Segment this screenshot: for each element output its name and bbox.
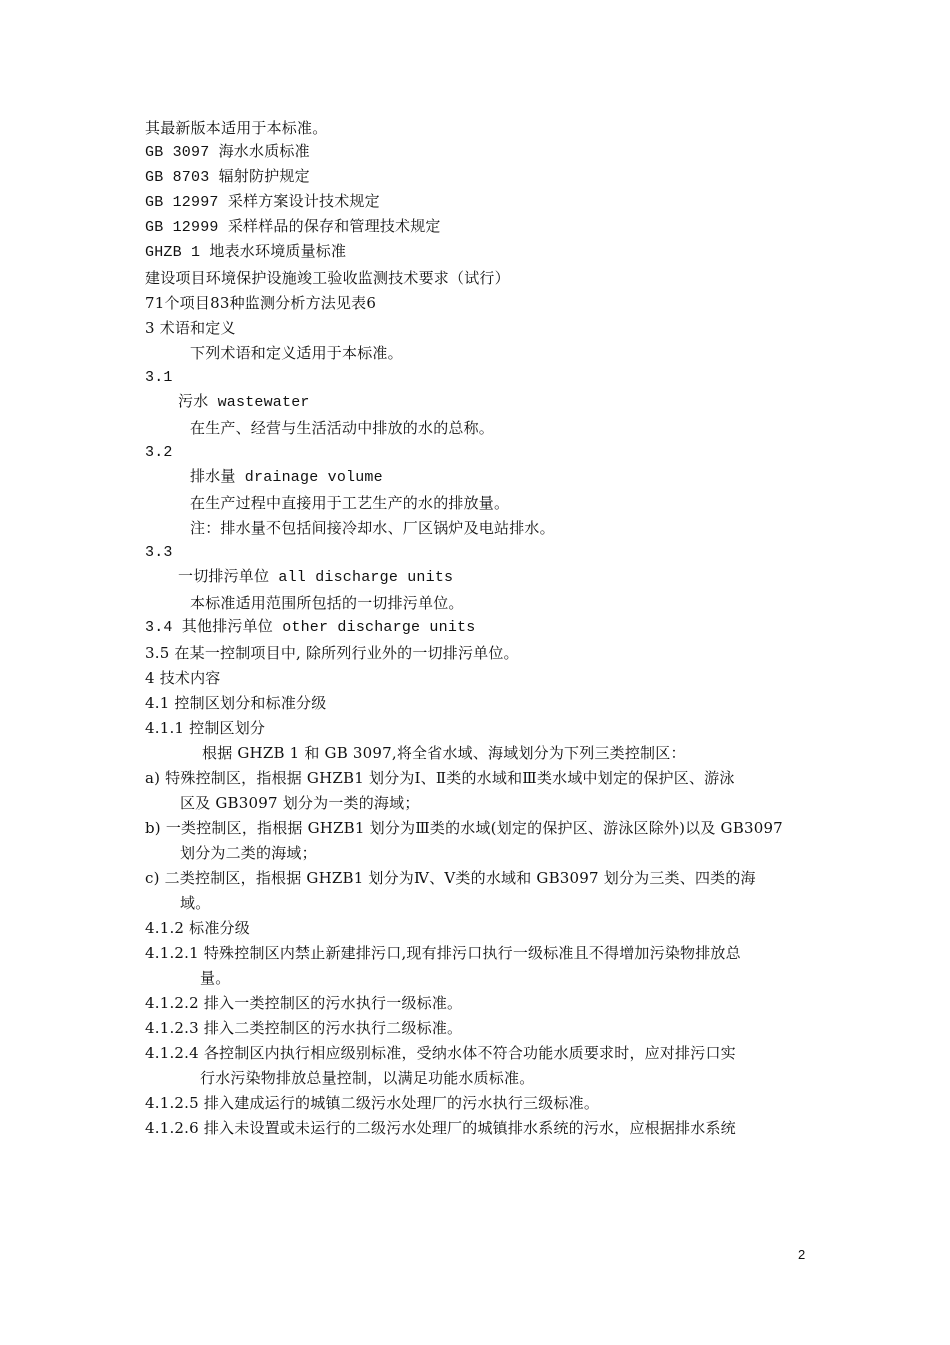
- section-heading: 4 技术内容: [145, 669, 221, 687]
- page-number: 2: [798, 1247, 806, 1262]
- clause: 4.1.2.3 排入二类控制区的污水执行二级标准。: [145, 1019, 463, 1037]
- clause-continuation: 行水污染物排放总量控制，以满足功能水质标准。: [200, 1069, 535, 1087]
- text-line: GB 12999 采样样品的保存和管理技术规定: [145, 219, 441, 236]
- list-item: c) 二类控制区，指根据 GHZB1 划分为Ⅳ、Ⅴ类的水域和 GB3097 划分为三类、四类的海: [145, 869, 756, 887]
- text-line: 根据 GHZB 1 和 GB 3097,将全省水域、海域划分为下列三类控制区：: [202, 744, 686, 762]
- clause-number: 3.2: [145, 444, 173, 461]
- clause: 4.1.2.5 排入建成运行的城镇二级污水处理厂的污水执行三级标准。: [145, 1094, 600, 1112]
- list-item-continuation: 划分为二类的海域；: [180, 844, 317, 862]
- clause: 4.1.2.4 各控制区内执行相应级别标准，受纳水体不符合功能水质要求时，应对排污口实: [145, 1044, 736, 1062]
- subsection-heading: 4.1.2 标准分级: [145, 919, 250, 937]
- text-line: 其最新版本适用于本标准。: [145, 119, 328, 137]
- term: 排水量 drainage volume: [190, 469, 383, 486]
- subsection-heading: 4.1 控制区划分和标准分级: [145, 694, 327, 712]
- list-item: a) 特殊控制区，指根据 GHZB1 划分为Ⅰ、Ⅱ类的水域和Ⅲ类水域中划定的保护区、游泳: [145, 769, 735, 787]
- text-line: GHZB 1 地表水环境质量标准: [145, 244, 347, 261]
- list-item: b) 一类控制区，指根据 GHZB1 划分为Ⅲ类的水域(划定的保护区、游泳区除外)以及 GB3097: [145, 819, 783, 837]
- clause: 4.1.2.6 排入未设置或未运行的二级污水处理厂的城镇排水系统的污水，应根据排水系统: [145, 1119, 736, 1137]
- clause-number: 3.3: [145, 544, 173, 561]
- text-line: GB 8703 辐射防护规定: [145, 169, 310, 186]
- text-line: GB 12997 采样方案设计技术规定: [145, 194, 380, 211]
- text-line: 建设项目环境保护设施竣工验收监测技术要求（试行）: [145, 269, 510, 287]
- list-item-continuation: 区及 GB3097 划分为一类的海域；: [180, 794, 420, 812]
- list-item-continuation: 域。: [180, 894, 211, 912]
- definition: 本标准适用范围所包括的一切排污单位。: [190, 594, 464, 612]
- clause: 4.1.2.2 排入一类控制区的污水执行一级标准。: [145, 994, 463, 1012]
- subsection-heading: 4.1.1 控制区划分: [145, 719, 266, 737]
- term: 一切排污单位 all discharge units: [178, 569, 454, 586]
- definition: 在生产、经营与生活活动中排放的水的总称。: [190, 419, 495, 437]
- text-line: GB 3097 海水水质标准: [145, 144, 310, 161]
- term: 污水 wastewater: [178, 394, 310, 411]
- definition: 3.5 在某一控制项目中, 除所列行业外的一切排污单位。: [145, 644, 519, 662]
- definition: 在生产过程中直接用于工艺生产的水的排放量。: [190, 494, 510, 512]
- text-line: 71个项目83种监测分析方法见表6: [145, 294, 377, 312]
- clause-continuation: 量。: [200, 969, 231, 987]
- term: 3.4 其他排污单位 other discharge units: [145, 619, 476, 636]
- note: 注：排水量不包括间接冷却水、厂区锅炉及电站排水。: [190, 519, 555, 537]
- section-heading: 3 术语和定义: [145, 319, 236, 337]
- text-line: 下列术语和定义适用于本标准。: [190, 344, 403, 362]
- clause: 4.1.2.1 特殊控制区内禁止新建排污口,现有排污口执行一级标准且不得增加污染物排放总: [145, 944, 741, 962]
- clause-number: 3.1: [145, 369, 173, 386]
